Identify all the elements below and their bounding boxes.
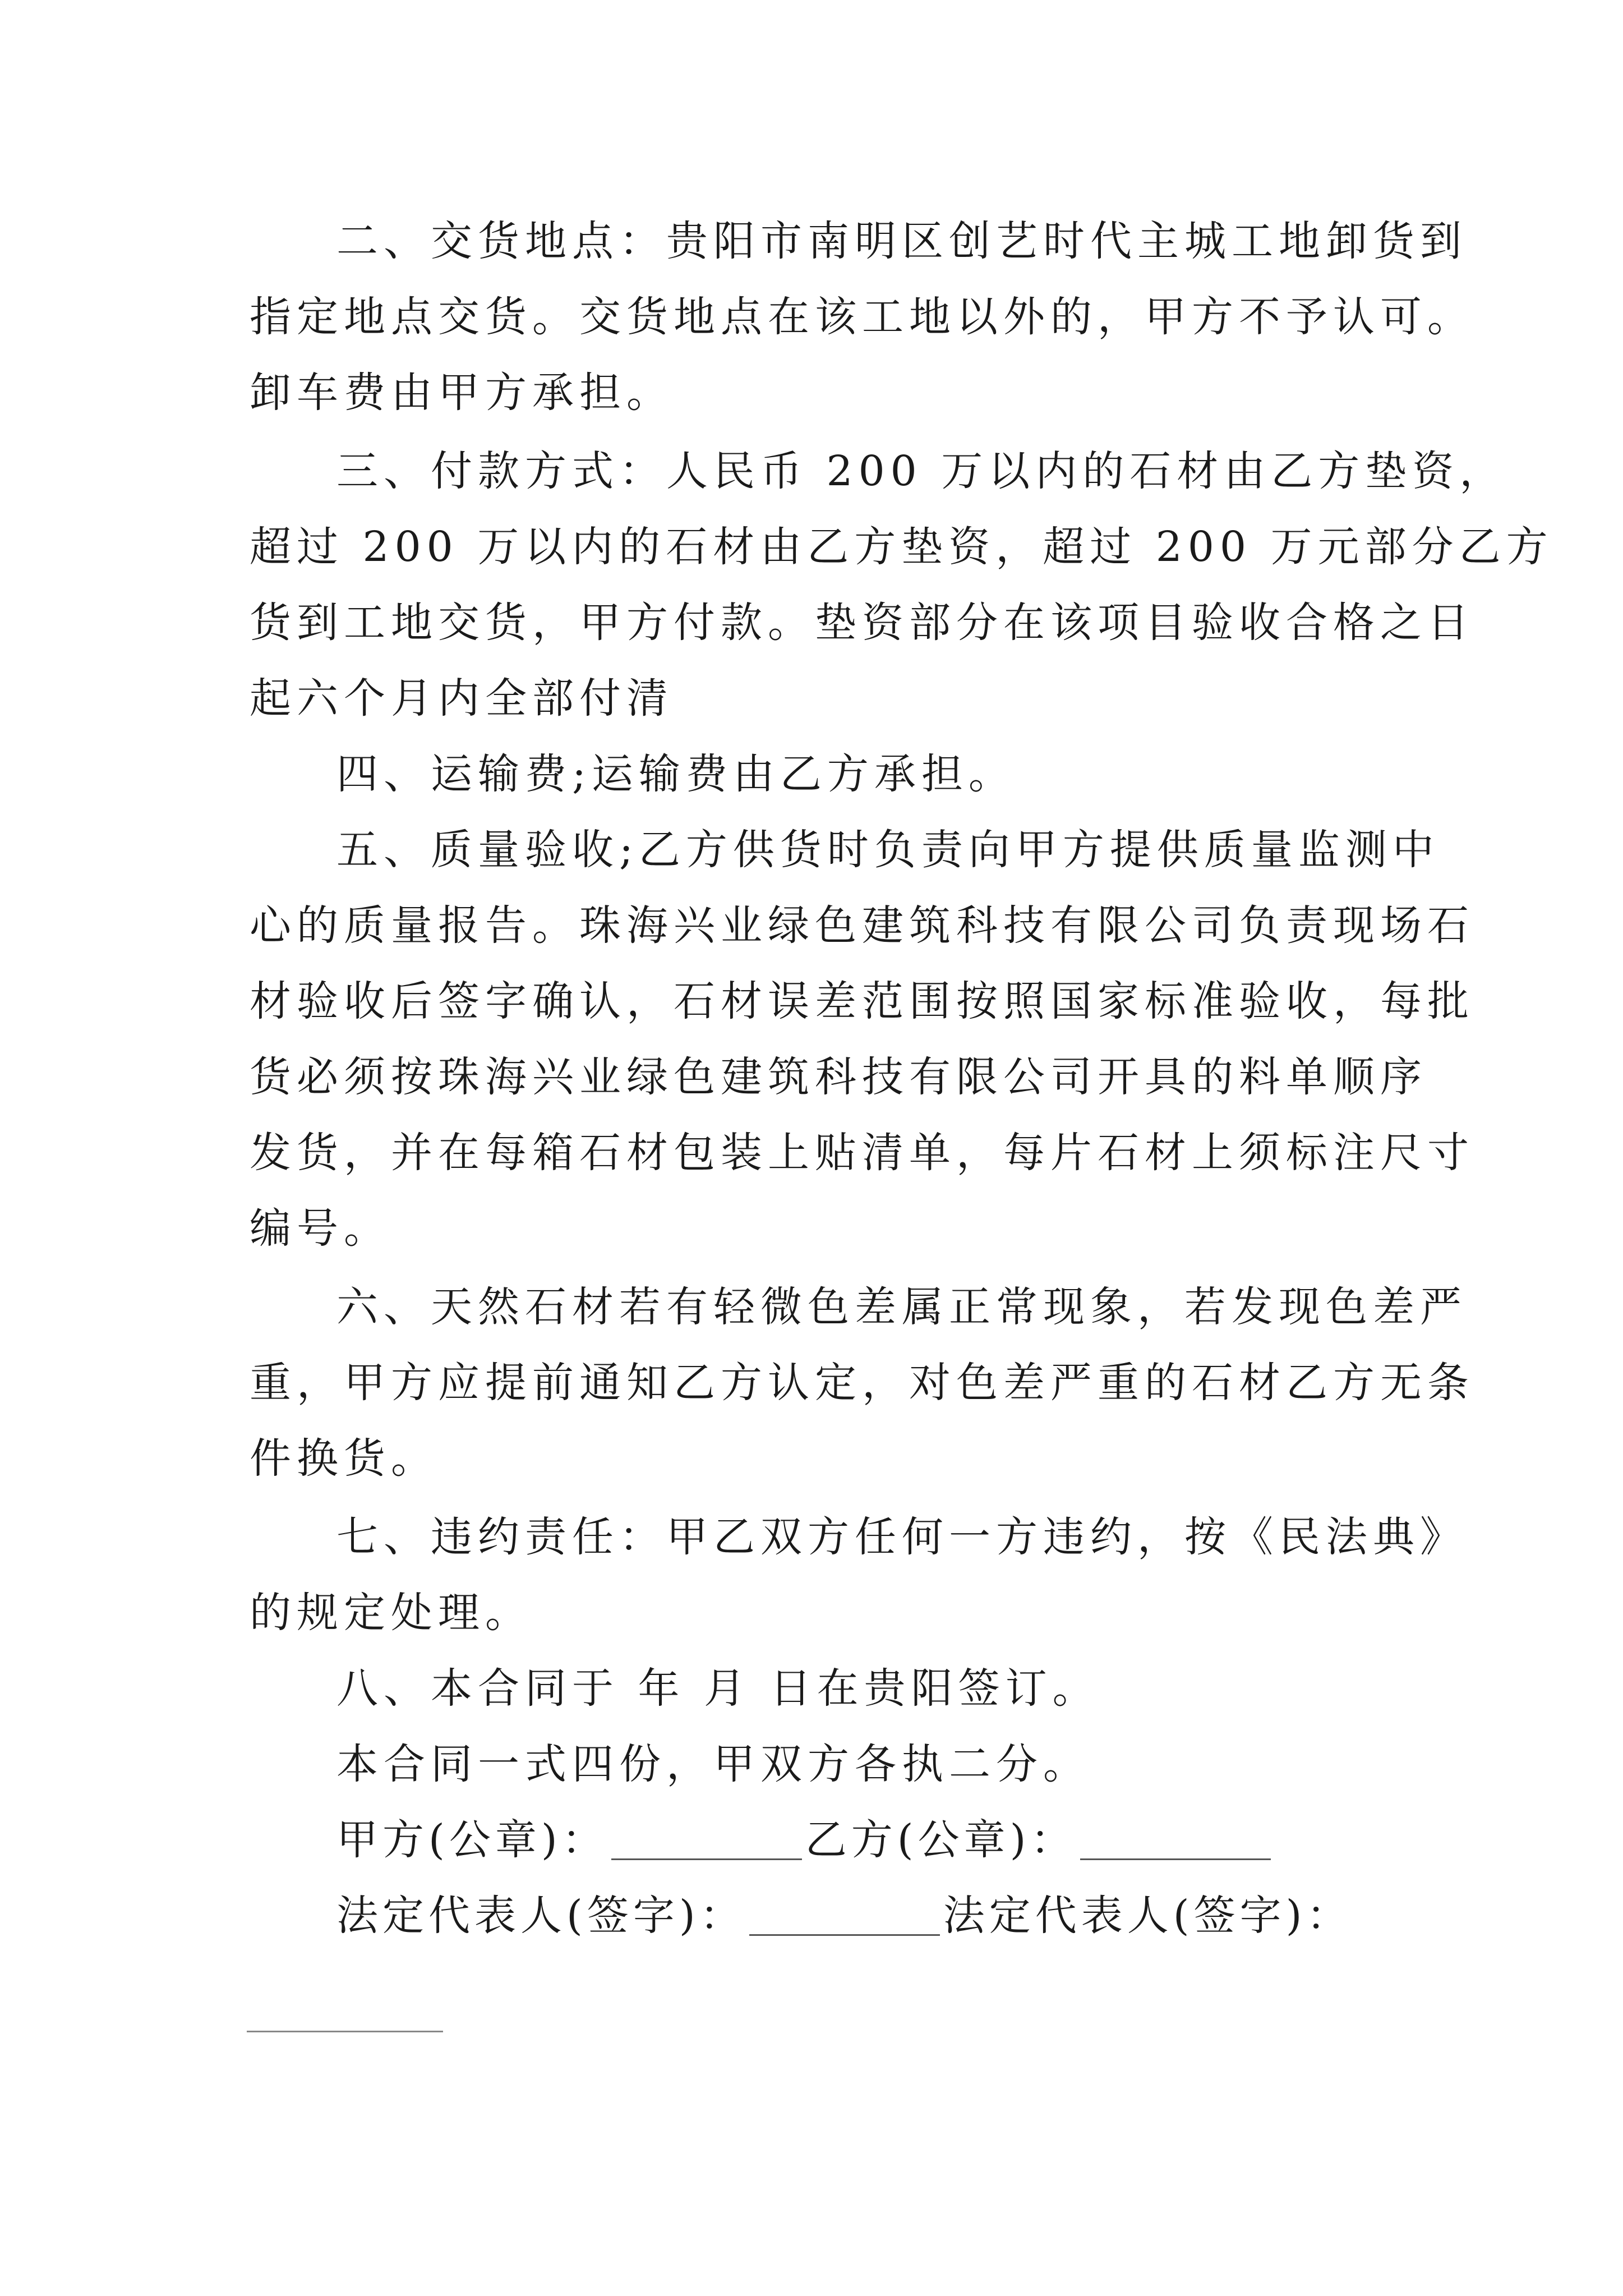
clause-5-line-3: 材验收后签字确认，石材误差范围按照国家标准验收，每批	[250, 977, 1474, 1025]
clause-6-line-3: 件换货。	[250, 1434, 438, 1483]
clause-5-line-6: 编号。	[250, 1204, 391, 1253]
clause-6-line-1: 六、天然石材若有轻微色差属正常现象，若发现色差严	[336, 1283, 1467, 1331]
clause-5-line-4: 货必须按珠海兴业绿色建筑科技有限公司开具的料单顺序	[250, 1053, 1427, 1101]
clause-5-line-2: 心的质量报告。珠海兴业绿色建筑科技有限公司负责现场石	[250, 901, 1474, 950]
rep-a-label: 法定代表人(签字)：	[336, 1892, 746, 1940]
party-a-seal-blank	[611, 1825, 802, 1860]
clause-2-line-3: 卸车费由甲方承担。	[250, 369, 674, 417]
clause-7-line-2: 的规定处理。	[250, 1589, 532, 1637]
clause-2-line-2: 指定地点交货。交货地点在该工地以外的，甲方不予认可。	[250, 293, 1474, 341]
rep-b-label: 法定代表人(签字)：	[943, 1892, 1353, 1940]
footnote-separator	[247, 2031, 443, 2032]
clause-2-line-1: 二、交货地点：贵阳市南明区创艺时代主城工地卸货到	[336, 217, 1467, 265]
clause-3-line-1: 三、付款方式：人民币 200 万以内的石材由乙方垫资，	[336, 447, 1507, 495]
party-b-seal-blank	[1080, 1825, 1271, 1860]
party-a-seal-label: 甲方(公章)：	[336, 1816, 608, 1864]
representative-row	[336, 1888, 1353, 1944]
party-b-seal-label: 乙方(公章)：	[805, 1816, 1077, 1864]
clause-7-line-1: 七、违约责任：甲乙双方任何一方违约，按《民法典》	[336, 1513, 1467, 1561]
rep-a-blank	[749, 1901, 940, 1936]
clause-3-line-2: 超过 200 万以内的石材由乙方垫资，超过 200 万元部分乙方	[250, 523, 1553, 571]
clause-5-line-1: 五、质量验收;乙方供货时负责向甲方提供质量监测中	[336, 826, 1440, 874]
clause-8-line-1: 八、本合同于 年 月 日在贵阳签订。	[336, 1664, 1100, 1713]
clause-3-line-3: 货到工地交货，甲方付款。垫资部分在该项目验收合格之日	[250, 599, 1474, 647]
clause-3-line-4: 起六个月内全部付清	[250, 674, 674, 723]
copies-line: 本合同一式四份，甲双方各执二分。	[336, 1740, 1090, 1788]
clause-4-line-1: 四、运输费;运输费由乙方承担。	[336, 750, 1016, 798]
clause-5-line-5: 发货，并在每箱石材包装上贴清单，每片石材上须标注尺寸	[250, 1129, 1474, 1177]
clause-6-line-2: 重，甲方应提前通知乙方认定，对色差严重的石材乙方无条	[250, 1359, 1474, 1407]
seal-row	[336, 1812, 1274, 1868]
